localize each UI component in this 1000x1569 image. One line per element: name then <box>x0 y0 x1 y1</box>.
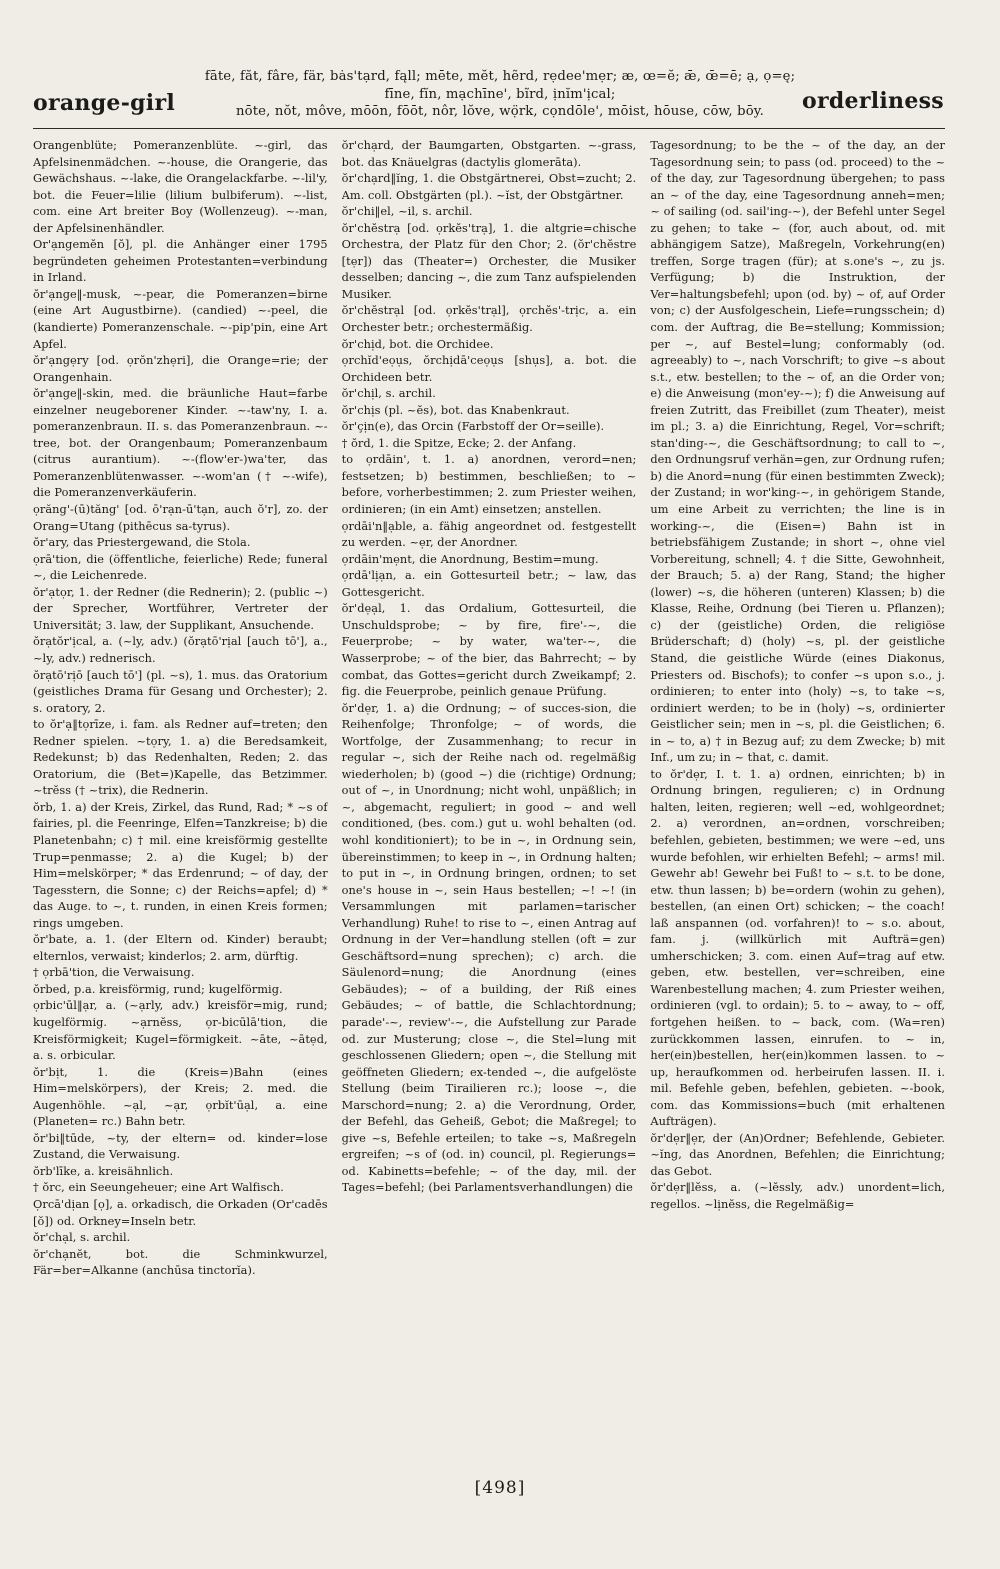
pronunciation-line: fāte, făt, fâre, fär, bȧs'tạrd, fąll; mēte, mĕt, hẽrd, rẹdee'mẹr; æ, œ=ĕ; ǣ, œ̄=ē; ạ, ọ=ę; <box>204 69 796 84</box>
pronunciation-line: fīne, fĭn, mạchīne', bĩrd, ịnĭm'ịcal; <box>384 86 616 102</box>
dictionary-entry: † ọrbā'tion, die Verwaisung. <box>33 965 195 980</box>
page-header <box>0 62 1000 132</box>
dictionary-entry: ŏr'chạnĕt, bot. die Schminkwurzel, Fär=ber=Alkanne (anchūsa tinctorĭa). <box>33 1246 328 1278</box>
dictionary-entry: ŏr'bi‖tūde, ~ty, der eltern= od. kinder=lose Zustand, die Verwaisung. <box>33 1130 328 1162</box>
dictionary-columns <box>33 137 945 1477</box>
dictionary-entry: ŏr'chịl, s. archil. <box>341 386 436 401</box>
header-rule <box>33 128 945 129</box>
dictionary-entry: ŏr'ạnge‖-musk, ~-pear, die Pomeranzen=birne (eine Art Augustbirne). (candied) ~-peel, die (kandierte) Pomeranzenschale. ~-pip'pin, eine Art Apfel. <box>33 286 328 351</box>
dictionary-entry: ŏr'chạl, s. archil. <box>33 1230 131 1245</box>
column-1 <box>33 137 328 1477</box>
dictionary-entry: ŏr'chạrd‖ĭng, 1. die Obstgärtnerei, Obst=zucht; 2. Am. coll. Obstgärten (pl.). ~ĭst, der Obstgärtner. <box>341 171 637 202</box>
guide-word-right: orderliness <box>801 88 944 114</box>
pronunciation-line: nōte, nŏt, môve, mōōn, fōōt, nôr, lŏve, wọ̈rk, cọndōle', mōist, hōuse, cōw, bōy. <box>236 104 764 119</box>
guide-word-left: orange-girl <box>33 90 176 116</box>
dictionary-entry: ŏrb, 1. a) der Kreis, Zirkel, das Rund, Rad; * ~s of fairies, pl. die Feenringe, Elfen=Tanzkreise; b) die Planetenbahn; c) † mil. eine kreisförmig gestellte Trup=penmasse; 2. a) die Kugel; b) der Him=melskörper; * das Erdenrund; ~ of day, der Tagesstern, die Sonne; c) der Reichs=apfel; d) * das Auge. to ~, t. runden, in einen Kreis formen; rings umgeben. <box>33 799 328 930</box>
dictionary-entry: Tagesordnung; to be the ~ of the day, an der Tagesordnung sein; to pass (od. proceed) to the ~ of the day, zur Tagesordnung übergehen; to pass an ~ of the day, eine Tagesordnung anneh=men; ~ of sailing (od. sail'ing-~), der Befehl unter Segel zu gehen; to take ~ (for, auch about, od. mit abhängigem Satze), Maßregeln, Vorkehrung(en) treffen, Sorge tragen (für); at s.one's ~, zu js. Verfügung; b) die Instruktion, der Ver=haltungsbefehl; upon (od. by) ~ of, auf Order von; c) der Ausfolgeschein, Liefe=rungsschein; d) com. der Auftrag, die Be=stellung; Kommission; per ~, auf Bestel=lung; conformably (od. agreeably) to ~, nach Vorschrift; to give ~s about s.t., etw. bestellen; to the ~ of, an die Order von; e) die Anweisung (mon'ey-~); f) die Anweisung auf freien Zutritt, das Freibillet (zum Theater), meist im pl.; 3. a) die Einrichtung, Regel, Vor=schrift; stan'ding-~, die Geschäftsordnung; to call to ~, den Ordnungsruf verhän=gen, zur Ordnung rufen; b) die Anord=nung (für einen bestimmten Zweck); der Zustand; in wor'king-~, in gehörigem Stande, um eine Arbeit zu verrichten; the line is in working-~, die (Eisen=) Bahn ist in betriebsfähigem Zustande; in short ~, ohne viel Vorbereitung, schnell; 4. † die Sitte, Gewohnheit, der Brauch; 5. a) der Rang, Stand; the higher (lower) ~s, die höheren (unteren) Klassen; b) die Klasse, Reihe, Ordnung (bei Tieren u. Pflanzen); c) der (geistliche) Orden, die religiöse Brüderschaft; d) (holy) ~s, pl. der geistliche Stand, die geistliche Würde (eines Diakonus, Priesters od. Bischofs); to confer ~s upon s.o., j. ordinieren; to enter into (holy) ~s, to take ~s, ordiniert werden; to be in (holy) ~s, ordinierter Geistlicher sein; men in ~s, pl. die Geistlichen; 6. in ~ to, a) † in Bezug auf; zu dem Zwecke; b) mit Inf., um zu; in ~ that, c. damit. <box>650 138 946 765</box>
pronunciation-key <box>180 68 820 121</box>
dictionary-entry: ŏr'ary, das Priestergewand, die Stola. <box>33 535 251 550</box>
dictionary-entry: ŏrb'līke, a. kreisähnlich. <box>33 1163 174 1178</box>
dictionary-entry: ŏr'chi‖el, ~il, s. archil. <box>341 204 473 219</box>
page-number: [498] <box>474 1478 526 1498</box>
dictionary-entry: ŏr'chĕstrạl [od. ọrkĕs'trạl], ọrchĕs'-trịc, a. ein Orchester betr.; orchestermäßig. <box>341 303 637 335</box>
dictionary-entry: ŏr'dẹạl, 1. das Ordalium, Gottesurteil, die Unschuldsprobe; ~ by fire, fire'-~, die Feuerprobe; ~ by water, wa'ter-~, die Wasserprobe; ~ of the bier, das Bahrrecht; ~ by combat, das Gottes=gericht durch Zweikampf; 2. fig. die Feuerprobe, peinlich genaue Prüfung. <box>341 601 637 699</box>
dictionary-entry: ŏr'chịd, bot. die Orchidee. <box>341 336 494 351</box>
dictionary-entry: to ŏr'dẹr, I. t. 1. a) ordnen, einrichten; b) in Ordnung bringen, regulieren; c) in Ordnung halten, leiten, regieren; well ~ed, wohlgeordnet; 2. a) verordnen, an=ordnen, vorschreiben; befehlen, gebieten, bestimmen; we were ~ed, uns wurde befohlen, wir erhielten Befehl; ~ arms! mil. Gewehr ab! Gewehr bei Fuß! to ~ s.t. to be done, etw. thun lassen; b) be=ordern (wohin zu gehen), bestellen, (an einen Ort) schicken; ~ the coach! laß anspannen (od. vorfahren)! to ~ s.o. about, fam. j. (willkürlich mit Aufträ=gen) umherschicken; 3. com. einen Auf=trag auf etw. geben, etw. bestellen, ver=schreiben, eine Warenbestellung machen; 4. zum Priester weihen, ordinieren (vgl. to ordain); 5. to ~ away, to ~ off, fortgehen heißen. to ~ back, com. (Wa=ren) zurückkommen lassen, einrufen. to ~ in, her(ein)bestellen, her(ein)kommen lassen. to ~ up, heraufkommen od. herbeirufen lassen. II. i. mil. Befehle geben, befehlen, gebieten. ~-book, com. das Kommissions=buch (mit erhaltenen Aufträgen). <box>650 766 946 1129</box>
dictionary-entry: Ọrcā'dịan [ọ], a. orkadisch, die Orkaden (Or'cadēs [ŏ]) od. Orkney=Inseln betr. <box>33 1197 328 1228</box>
dictionary-entry: ọrā'tion, die (öffentliche, feierliche) Rede; funeral ~, die Leichenrede. <box>33 551 328 583</box>
dictionary-entry: ŏrbed, p.a. kreisförmig, rund; kugelförmig. <box>33 981 283 996</box>
dictionary-entry: ŏrạtō'rịō [auch tō'] (pl. ~s), 1. mus. das Oratorium (geistliches Drama für Gesang und Orchester); 2. s. oratory, 2. <box>33 667 328 715</box>
dictionary-entry: † ŏrd, 1. die Spitze, Ecke; 2. der Anfang. <box>341 435 577 450</box>
dictionary-entry: ọrdāin'mẹnt, die Anordnung, Bestim=mung. <box>341 551 599 566</box>
dictionary-entry: ŏr'chịs (pl. ~ĕs), bot. das Knabenkraut. <box>341 402 570 417</box>
dictionary-entry: ŏr'chĕstrạ [od. ọrkĕs'trạ], 1. die altgrie=chische Orchestra, der Platz für den Chor; 2. (ŏr'chĕstre [tẹr]) das (Theater=) Orchester, die Musiker desselben; dancing ~, die zum Tanz aufspielenden Musiker. <box>341 220 637 301</box>
dictionary-entry: ọrdāi'n‖ạble, a. fähig angeordnet od. festgestellt zu werden. ~ẹr, der Anordner. <box>341 518 637 550</box>
dictionary-entry: ŏr'ạngẹry [od. ọrŏn'zhẹri], die Orange=rie; der Orangenhain. <box>33 353 328 384</box>
dictionary-entry: ŏr'dẹr, 1. a) die Ordnung; ~ of succes-sion, die Reihenfolge; Thronfolge; ~ of words, die Wortfolge, der Zusammenhang; to recur in regular ~, sich der Reihe nach od. regelmäßig wiederholen; b) (good ~) die (richtige) Ordnung; out of ~, in Unordnung; nicht wohl, unpäßlich; in ~, abgemacht, reguliert; in good ~ and well conditioned, (bes. com.) gut u. wohl behalten (od. wohl konditioniert); to be in ~, in Ordnung sein, übereinstimmen; to keep in ~, in Ordnung halten; to put in ~, in Ordnung bringen, ordnen; to set one's house in ~, sein Haus bestellen; ~! ~! (in Versammlungen mit parlamen=tarischer Verhandlung) Ruhe! to rise to ~, einen Antrag auf Ordnung in der Ver=handlung stellen (oft = zur Geschäftsord=nung sprechen); c) arch. die Säulenord=nung; die Anordnung (eines Gebäudes); ~ of a building, der Riß eines Gebäudes; ~ of battle, die Schlachtordnung; parade'-~, review'-~, die Aufstellung zur Parade od. zur Musterung; close ~, die Stel=lung mit geschlossenen Gliedern; open ~, die Stellung mit geöffneten Gliedern; ex-tended ~, die aufgelöste Stellung (beim Tirailieren rc.); loose ~, die Marschord=nung; 2. a) die Verordnung, Order, der Befehl, das Geheiß, Gebot; die Maßregel; to give ~s, Befehle erteilen; to take ~s, Maßregeln ergreifen; ~s of (od. in) council, pl. Regierungs= od. Kabinetts=befehle; ~ of the day, mil. der Tages=befehl; (bei Parlamentsverhandlungen) die <box>341 700 637 1195</box>
dictionary-entry: ŏr'bịt, 1. die (Kreis=)Bahn (eines Him=melskörpers), der Kreis; 2. med. die Augenhöhle. ~ạl, ~ạr, ọrbĭt'ūạl, a. eine (Planeten= rc.) Bahn betr. <box>33 1064 328 1129</box>
dictionary-entry: ŏr'çịn(e), das Orcin (Farbstoff der Or=seille). <box>341 419 605 434</box>
dictionary-entry: ŏr'bate, a. 1. (der Eltern od. Kinder) beraubt; elternlos, verwaist; kinderlos; 2. arm, dürftig. <box>33 932 328 963</box>
dictionary-entry: ọrăng'-(ū)tăng' [od. ō'rạn-ū'tạn, auch ŏ'r], zo. der Orang=Utang (pithēcus sa-tyrus). <box>33 502 328 533</box>
dictionary-entry: to ŏr'ạ‖tọrīze, i. fam. als Redner auf=treten; den Redner spielen. ~tọry, 1. a) die Beredsamkeit, Redekunst; b) das Redenhalten, Reden; 2. das Oratorium, die (Bet=)Kapelle, das Betzimmer. ~trĕss († ~trix), die Rednerin. <box>33 717 328 798</box>
column-3 <box>650 137 945 1477</box>
dictionary-entry: ọrdā'lịạn, a. ein Gottesurteil betr.; ~ law, das Gottesgericht. <box>341 568 637 599</box>
dictionary-entry: ŏr'ạnge‖-skin, med. die bräunliche Haut=farbe einzelner neugeborener Kinder. ~-taw'ny, I. a. pomeranzenbraun. II. s. das Pomeranzenbraun. ~-tree, bot. der Orangenbaum; Pomeranzenbaum (citrus aurantium). ~-(flow'er-)wa'ter, das Pomeranzenblütenwasser. ~-wom'an († ~-wife), die Pomeranzenverkäuferin. <box>33 386 328 500</box>
dictionary-entry: ŏr'chạrd, der Baumgarten, Obstgarten. ~-grass, bot. das Knäuelgras (dactylis glomerāta). <box>341 138 637 169</box>
dictionary-entry: Or'ạngemĕn [ŏ], pl. die Anhänger einer 1795 begründeten geheimen Protestanten=verbindung in Irland. <box>33 237 328 285</box>
dictionary-entry: ŏr'ạtọr, 1. der Redner (die Rednerin); 2. (public ~) der Sprecher, Wortführer, Vertreter der Universität; 3. law, der Supplikant, Ansuchende. <box>33 584 328 632</box>
dictionary-entry: to ọrdāin', t. 1. a) anordnen, verord=nen; festsetzen; b) bestimmen, beschließen; to ~ before, vorherbestimmen; 2. zum Priester weihen, ordinieren; (in ein Amt) einsetzen; anstellen. <box>341 452 637 517</box>
column-2 <box>342 137 637 1477</box>
dictionary-entry: ọrbic'ūl‖ạr, a. (~ạrly, adv.) kreisför=mig, rund; kugelförmig. ~ạrnĕss, ọr-bicūlā'tion, die Kreisförmigkeit; Kugel=förmigkeit. ~āte, ~ātẹd, a. s. orbicular. <box>33 998 328 1063</box>
dictionary-entry: † ŏrc, ein Seeungeheuer; eine Art Walfisch. <box>33 1180 284 1195</box>
dictionary-entry: Orangenblüte; Pomeranzenblüte. ~-girl, das Apfelsinenmädchen. ~-house, die Orangerie, das Gewächshaus. ~-lake, die Orangelackfarbe. ~-lil'y, bot. die Feuer=lilie (lilium bulbiferum). ~-list, com. eine Art breiter Boy (Wollenzeug). ~-man, der Apfelsinenhändler. <box>33 138 328 235</box>
dictionary-entry: ŏrạtŏr'ịcal, a. (~ly, adv.) (ŏrạtō'rịal [auch tō'], a., ~ly, adv.) rednerisch. <box>33 634 328 665</box>
dictionary-entry: ŏr'dẹr‖lĕss, a. (~lĕssly, adv.) unordent=lich, regellos. ~lịnĕss, die Regelmäßig= <box>650 1180 946 1211</box>
dictionary-entry: ŏr'dẹr‖ẹr, der (An)Ordner; Befehlende, Gebieter. ~ĭng, das Anordnen, Befehlen; die Einrichtung; das Gebot. <box>650 1130 946 1178</box>
dictionary-entry: ọrchĭd'eọụs, ŏrchịdā'ceọụs [shụs], a. bot. die Orchideen betr. <box>341 353 637 384</box>
